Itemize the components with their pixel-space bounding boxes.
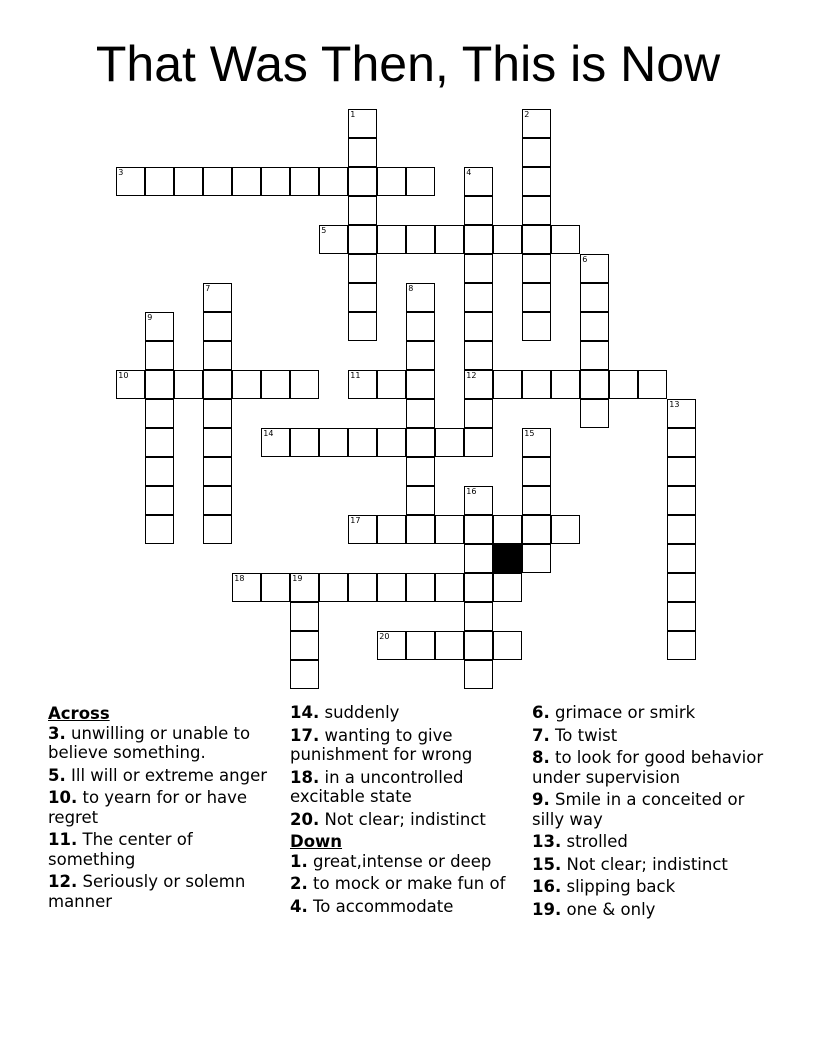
grid-cell[interactable] — [522, 225, 551, 254]
grid-cell[interactable] — [348, 167, 377, 196]
clue-across — [48, 766, 284, 786]
grid-cell[interactable] — [348, 283, 377, 312]
grid-cell[interactable] — [522, 109, 551, 138]
grid-cell[interactable] — [145, 428, 174, 457]
clue-text: strolled — [566, 832, 628, 851]
grid-cell[interactable] — [145, 312, 174, 341]
grid-cell[interactable] — [464, 225, 493, 254]
grid-cell[interactable] — [348, 573, 377, 602]
clue-down — [532, 726, 768, 746]
clue-number: 2. — [290, 874, 308, 893]
grid-cell[interactable] — [319, 573, 348, 602]
grid-cell[interactable] — [667, 573, 696, 602]
grid-cell[interactable] — [116, 167, 145, 196]
grid-cell[interactable] — [145, 341, 174, 370]
grid-cell[interactable] — [522, 312, 551, 341]
clues-column-3 — [532, 703, 768, 922]
clue-down — [532, 748, 768, 787]
clue-across — [48, 872, 284, 911]
grid-cell[interactable] — [261, 167, 290, 196]
clue-number: 20. — [290, 809, 320, 829]
clue-number: 14 — [263, 429, 274, 439]
clue-text: in a uncontrolled excitable state — [290, 767, 464, 806]
grid-cell[interactable] — [464, 167, 493, 196]
grid-cell[interactable] — [406, 486, 435, 515]
clue-number: 12. — [48, 872, 78, 891]
clue-number: 17. — [290, 725, 320, 745]
grid-cell[interactable] — [377, 631, 406, 660]
grid-cell[interactable] — [667, 428, 696, 457]
clue-number: 4. — [290, 896, 308, 916]
grid-cell[interactable] — [232, 370, 261, 399]
grid-cell[interactable] — [464, 660, 493, 689]
grid-cell[interactable] — [406, 225, 435, 254]
grid-cell[interactable] — [348, 370, 377, 399]
clue-text: slipping back — [566, 877, 676, 896]
clue-text: To twist — [555, 725, 618, 745]
grid-cell[interactable] — [493, 631, 522, 660]
grid-cell[interactable] — [522, 283, 551, 312]
clues-column-1 — [48, 703, 284, 914]
grid-cell[interactable] — [145, 515, 174, 544]
clue-number: 13. — [532, 832, 562, 851]
grid-cell[interactable] — [522, 428, 551, 457]
clue-number: 4 — [466, 168, 472, 178]
grid-cell[interactable] — [261, 428, 290, 457]
clue-text: grimace or smirk — [555, 703, 696, 722]
grid-cell[interactable] — [667, 515, 696, 544]
grid-cell[interactable] — [406, 428, 435, 457]
grid-cell[interactable] — [290, 573, 319, 602]
grid-cell[interactable] — [174, 370, 203, 399]
grid-cell[interactable] — [435, 573, 464, 602]
down-heading: Down — [290, 832, 343, 851]
grid-cell[interactable] — [493, 515, 522, 544]
clue-down — [532, 790, 768, 829]
grid-cell[interactable] — [435, 428, 464, 457]
grid-cell[interactable] — [551, 225, 580, 254]
grid-cell[interactable] — [203, 370, 232, 399]
grid-cell[interactable] — [406, 515, 435, 544]
clue-number: 7. — [532, 725, 550, 745]
grid-cell[interactable] — [290, 428, 319, 457]
grid-cell[interactable] — [435, 225, 464, 254]
clue-text: Seriously or solemn manner — [48, 872, 246, 911]
clue-number: 17 — [350, 516, 361, 526]
grid-cell[interactable] — [319, 167, 348, 196]
grid-cell[interactable] — [522, 544, 551, 573]
grid-cell[interactable] — [261, 370, 290, 399]
grid-cell[interactable] — [203, 515, 232, 544]
grid-cell[interactable] — [377, 428, 406, 457]
grid-cell[interactable] — [348, 109, 377, 138]
grid-cell[interactable] — [522, 138, 551, 167]
clue-number: 19 — [292, 574, 303, 584]
grid-cell[interactable] — [638, 370, 667, 399]
grid-cell[interactable] — [551, 515, 580, 544]
clue-across — [290, 768, 526, 807]
grid-cell[interactable] — [203, 399, 232, 428]
grid-cell[interactable] — [464, 399, 493, 428]
grid-cell[interactable] — [348, 515, 377, 544]
clue-number: 15. — [532, 854, 562, 874]
clue-down — [290, 852, 526, 872]
grid-cell[interactable] — [667, 544, 696, 573]
clue-text: one & only — [566, 899, 656, 919]
clue-number: 8. — [532, 748, 550, 767]
grid-cell[interactable] — [609, 370, 638, 399]
grid-cell[interactable] — [464, 428, 493, 457]
grid-cell[interactable] — [667, 399, 696, 428]
grid-cell[interactable] — [522, 196, 551, 225]
clue-text: to mock or make fun of — [313, 874, 506, 893]
across-heading: Across — [48, 704, 110, 723]
clue-number: 5 — [321, 226, 327, 236]
grid-cell[interactable] — [406, 399, 435, 428]
grid-cell[interactable] — [464, 312, 493, 341]
grid-cell[interactable] — [203, 457, 232, 486]
grid-cell[interactable] — [348, 138, 377, 167]
clue-text: to look for good behavior under supervision — [532, 748, 764, 787]
grid-cell[interactable] — [348, 225, 377, 254]
grid-cell[interactable] — [145, 370, 174, 399]
clue-number: 12 — [466, 371, 477, 381]
clue-text: suddenly — [324, 703, 400, 722]
clue-number: 19. — [532, 899, 562, 919]
grid-cell[interactable] — [580, 399, 609, 428]
grid-cell[interactable] — [580, 283, 609, 312]
grid-cell[interactable] — [522, 457, 551, 486]
grid-cell[interactable] — [406, 283, 435, 312]
grid-cell[interactable] — [406, 631, 435, 660]
clue-text: To accommodate — [313, 896, 454, 916]
grid-cell[interactable] — [580, 312, 609, 341]
grid-cell[interactable] — [464, 341, 493, 370]
clue-number: 14. — [290, 703, 320, 722]
grid-cell[interactable] — [406, 312, 435, 341]
grid-cell[interactable] — [464, 631, 493, 660]
clue-number: 9 — [147, 313, 153, 323]
grid-cell[interactable] — [522, 254, 551, 283]
grid-cell[interactable] — [406, 341, 435, 370]
grid-cell[interactable] — [290, 167, 319, 196]
grid-cell[interactable] — [261, 573, 290, 602]
clue-number: 7 — [205, 284, 211, 294]
grid-cell[interactable] — [203, 428, 232, 457]
grid-cell[interactable] — [464, 573, 493, 602]
grid-cell[interactable] — [203, 167, 232, 196]
grid-cell[interactable] — [406, 370, 435, 399]
grid-cell[interactable] — [551, 370, 580, 399]
clue-number: 1. — [290, 851, 308, 871]
grid-cell[interactable] — [667, 457, 696, 486]
grid-cell[interactable] — [464, 196, 493, 225]
clue-text: Ill will or extreme anger — [71, 765, 268, 785]
clues-column-2 — [290, 703, 526, 919]
clue-number: 6. — [532, 703, 550, 722]
grid-cell[interactable] — [406, 457, 435, 486]
clue-number: 1 — [350, 110, 356, 120]
grid-cell[interactable] — [667, 602, 696, 631]
clue-number: 11. — [48, 830, 78, 849]
clue-down — [532, 877, 768, 897]
grid-cell[interactable] — [464, 486, 493, 515]
grid-cell[interactable] — [290, 631, 319, 660]
grid-cell[interactable] — [203, 341, 232, 370]
clue-text: The center of something — [48, 830, 193, 869]
clue-number: 16. — [532, 877, 562, 896]
grid-cell[interactable] — [319, 225, 348, 254]
grid-cell[interactable] — [464, 254, 493, 283]
grid-cell[interactable] — [580, 254, 609, 283]
clue-text: Not clear; indistinct — [566, 854, 728, 874]
grid-cell[interactable] — [464, 602, 493, 631]
grid-cell[interactable] — [174, 167, 203, 196]
clue-text: Not clear; indistinct — [324, 809, 486, 829]
grid-cell[interactable] — [203, 283, 232, 312]
grid-cell[interactable] — [290, 602, 319, 631]
clue-number: 3 — [118, 168, 124, 178]
grid-cell[interactable] — [406, 167, 435, 196]
clue-down — [290, 874, 526, 894]
grid-cell[interactable] — [493, 370, 522, 399]
clue-text: wanting to give punishment for wrong — [290, 725, 473, 764]
black-cell — [493, 544, 522, 573]
clue-number: 8 — [408, 284, 414, 294]
grid-cell[interactable] — [464, 370, 493, 399]
clue-text: unwilling or unable to believe something. — [48, 723, 251, 762]
grid-cell[interactable] — [464, 283, 493, 312]
clue-text: great,intense or deep — [313, 851, 492, 871]
clue-number: 2 — [524, 110, 530, 120]
clue-number: 18. — [290, 767, 320, 787]
grid-cell[interactable] — [522, 167, 551, 196]
clue-down — [532, 832, 768, 852]
crossword-grid — [117, 110, 717, 710]
clue-across — [48, 788, 284, 827]
clue-down — [532, 855, 768, 875]
clue-down — [532, 703, 768, 723]
clue-number: 20 — [379, 632, 390, 642]
grid-cell[interactable] — [580, 341, 609, 370]
clue-across — [290, 810, 526, 830]
grid-cell[interactable] — [145, 486, 174, 515]
grid-cell[interactable] — [348, 428, 377, 457]
grid-cell[interactable] — [232, 167, 261, 196]
clue-number: 11 — [350, 371, 361, 381]
clue-across — [290, 703, 526, 723]
grid-cell[interactable] — [464, 515, 493, 544]
clue-number: 10. — [48, 788, 78, 807]
grid-cell[interactable] — [493, 225, 522, 254]
grid-cell[interactable] — [319, 428, 348, 457]
clue-across — [48, 724, 284, 763]
grid-cell[interactable] — [290, 370, 319, 399]
clue-number: 6 — [582, 255, 588, 265]
clue-across — [48, 830, 284, 869]
clue-number: 3. — [48, 723, 66, 743]
grid-cell[interactable] — [377, 515, 406, 544]
grid-cell[interactable] — [406, 573, 435, 602]
grid-cell[interactable] — [377, 573, 406, 602]
grid-cell[interactable] — [522, 370, 551, 399]
grid-cell[interactable] — [145, 167, 174, 196]
grid-cell[interactable] — [377, 167, 406, 196]
clue-number: 18 — [234, 574, 245, 584]
grid-cell[interactable] — [667, 486, 696, 515]
grid-cell[interactable] — [435, 631, 464, 660]
grid-cell[interactable] — [145, 399, 174, 428]
grid-cell[interactable] — [116, 370, 145, 399]
clue-number: 16 — [466, 487, 477, 497]
puzzle-title: That Was Then, This is Now — [95, 36, 721, 92]
grid-cell[interactable] — [377, 225, 406, 254]
grid-cell[interactable] — [522, 515, 551, 544]
grid-cell[interactable] — [348, 196, 377, 225]
clue-number: 9. — [532, 790, 550, 809]
clue-across — [290, 726, 526, 765]
grid-cell[interactable] — [580, 370, 609, 399]
clue-text: to yearn for or have regret — [48, 788, 248, 827]
grid-cell[interactable] — [522, 486, 551, 515]
grid-cell[interactable] — [435, 515, 464, 544]
clue-number: 15 — [524, 429, 535, 439]
grid-cell[interactable] — [493, 573, 522, 602]
clue-number: 13 — [669, 400, 680, 410]
clue-number: 10 — [118, 371, 129, 381]
grid-cell[interactable] — [203, 486, 232, 515]
grid-cell[interactable] — [667, 631, 696, 660]
grid-cell[interactable] — [348, 254, 377, 283]
grid-cell[interactable] — [203, 312, 232, 341]
grid-cell[interactable] — [145, 457, 174, 486]
grid-cell[interactable] — [232, 573, 261, 602]
clue-text: Smile in a conceited or silly way — [532, 790, 745, 829]
grid-cell[interactable] — [464, 544, 493, 573]
clue-number: 5. — [48, 765, 66, 785]
clue-down — [290, 897, 526, 917]
grid-cell[interactable] — [377, 370, 406, 399]
grid-cell[interactable] — [290, 660, 319, 689]
clue-down — [532, 900, 768, 920]
grid-cell[interactable] — [348, 312, 377, 341]
